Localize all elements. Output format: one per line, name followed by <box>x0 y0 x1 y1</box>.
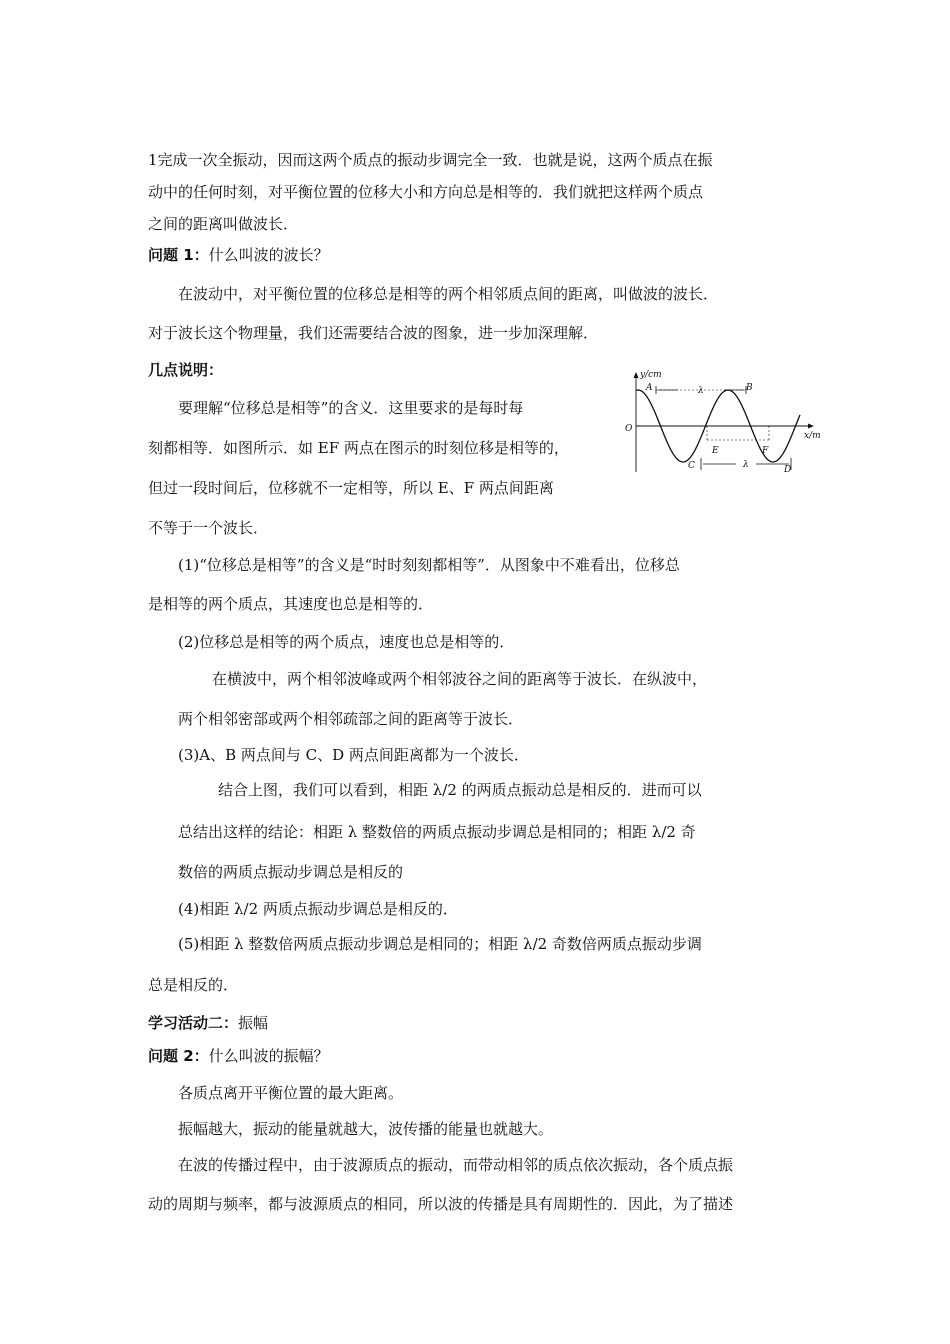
point-e-label: E <box>712 446 719 456</box>
activity-2-heading <box>148 1013 268 1033</box>
x-axis-arrow <box>808 424 814 429</box>
activity-2-label: 学习活动二： <box>148 1014 239 1032</box>
note-2: (2)位移总是相等的两个质点，速度也总是相等的． <box>178 633 515 651</box>
transverse-line-1: 在横波中，两个相邻波峰或两个相邻波谷之间的距离等于波长．在纵波中， <box>212 670 708 688</box>
question-1 <box>148 245 329 265</box>
transverse-line-2: 两个相邻密部或两个相邻疏部之间的距离等于波长． <box>178 710 524 728</box>
x-axis-label: x/m <box>804 431 821 441</box>
answer-2-line-4: 动的周期与频率，都与波源质点的相同，所以波的传播是具有周期性的．因此，为了描述 <box>148 1195 734 1213</box>
answer-2-line-2: 振幅越大，振动的能量就越大，波传播的能量也就越大。 <box>178 1120 554 1138</box>
note-5-line-1: (5)相距 λ 整数倍两质点振动步调总是相同的；相距 λ/2 奇数倍两质点振动步调 <box>178 935 702 953</box>
question-2 <box>148 1046 329 1066</box>
y-axis-label: y/cm <box>640 370 662 380</box>
question-1-text: 什么叫波的波长？ <box>208 246 329 264</box>
intro-line-1: 1完成一次全振动，因而这两个质点的振动步调完全一致．也就是说，这两个质点在振 <box>148 151 713 169</box>
question-1-label: 问题 1： <box>148 246 209 264</box>
note-1-line-2: 是相等的两个质点，其速度也总是相等的． <box>148 595 434 613</box>
notes-paragraph-line-2: 刻都相等．如图所示．如 EF 两点在图示的时刻位移是相等的， <box>148 439 569 457</box>
point-f-label: F <box>762 446 769 456</box>
question-2-text: 什么叫波的振幅？ <box>208 1047 329 1065</box>
point-c-label: C <box>688 461 695 471</box>
notes-paragraph-line-3: 但过一段时间后，位移就不一定相等，所以 E、F 两点间距离 <box>148 479 554 497</box>
conclusion-line-1: 结合上图，我们可以看到，相距 λ/2 的两质点振动总是相反的．进而可以 <box>218 781 702 799</box>
origin-label: O <box>625 424 633 434</box>
lambda-label-bottom: λ <box>743 460 749 470</box>
notes-paragraph-line-1: 要理解“位移总是相等”的含义．这里要求的是每时每 <box>178 399 524 417</box>
answer-1-line-1: 在波动中，对平衡位置的位移总是相等的两个相邻质点间的距离，叫做波的波长． <box>178 285 719 303</box>
intro-line-3: 之间的距离叫做波长． <box>148 215 299 233</box>
intro-line-2: 动中的任何时刻，对平衡位置的位移大小和方向总是相等的．我们就把这样两个质点 <box>148 183 704 201</box>
point-d-label: D <box>784 465 792 475</box>
wave-diagram <box>618 368 821 476</box>
note-1-line-1: (1)“位移总是相等”的含义是“时时刻刻都相等”．从图象中不难看出，位移总 <box>178 556 680 574</box>
answer-2-line-1: 各质点离开平衡位置的最大距离。 <box>178 1084 404 1102</box>
question-2-label: 问题 2： <box>148 1047 209 1065</box>
lambda-label-top: λ <box>698 386 704 396</box>
notes-heading: 几点说明： <box>148 361 224 379</box>
notes-paragraph-line-4: 不等于一个波长． <box>148 519 269 537</box>
note-4: (4)相距 λ/2 两质点振动步调总是相反的． <box>178 900 458 918</box>
y-axis-arrow <box>634 372 639 378</box>
answer-1-line-2: 对于波长这个物理量，我们还需要结合波的图象，进一步加深理解． <box>148 324 599 342</box>
activity-2-text: 振幅 <box>238 1014 269 1032</box>
note-3: (3)A、B 两点间与 C、D 两点间距离都为一个波长． <box>178 746 529 764</box>
point-a-label: A <box>646 383 653 393</box>
answer-2-line-3: 在波的传播过程中，由于波源质点的振动，而带动相邻的质点依次振动，各个质点振 <box>178 1156 734 1174</box>
note-5-line-2: 总是相反的． <box>148 976 239 994</box>
conclusion-line-3: 数倍的两质点振动步调总是相反的 <box>178 863 404 881</box>
point-b-label: B <box>746 383 753 393</box>
conclusion-line-2: 总结出这样的结论：相距 λ 整数倍的两质点振动步调总是相同的；相距 λ/2 奇 <box>178 823 696 841</box>
